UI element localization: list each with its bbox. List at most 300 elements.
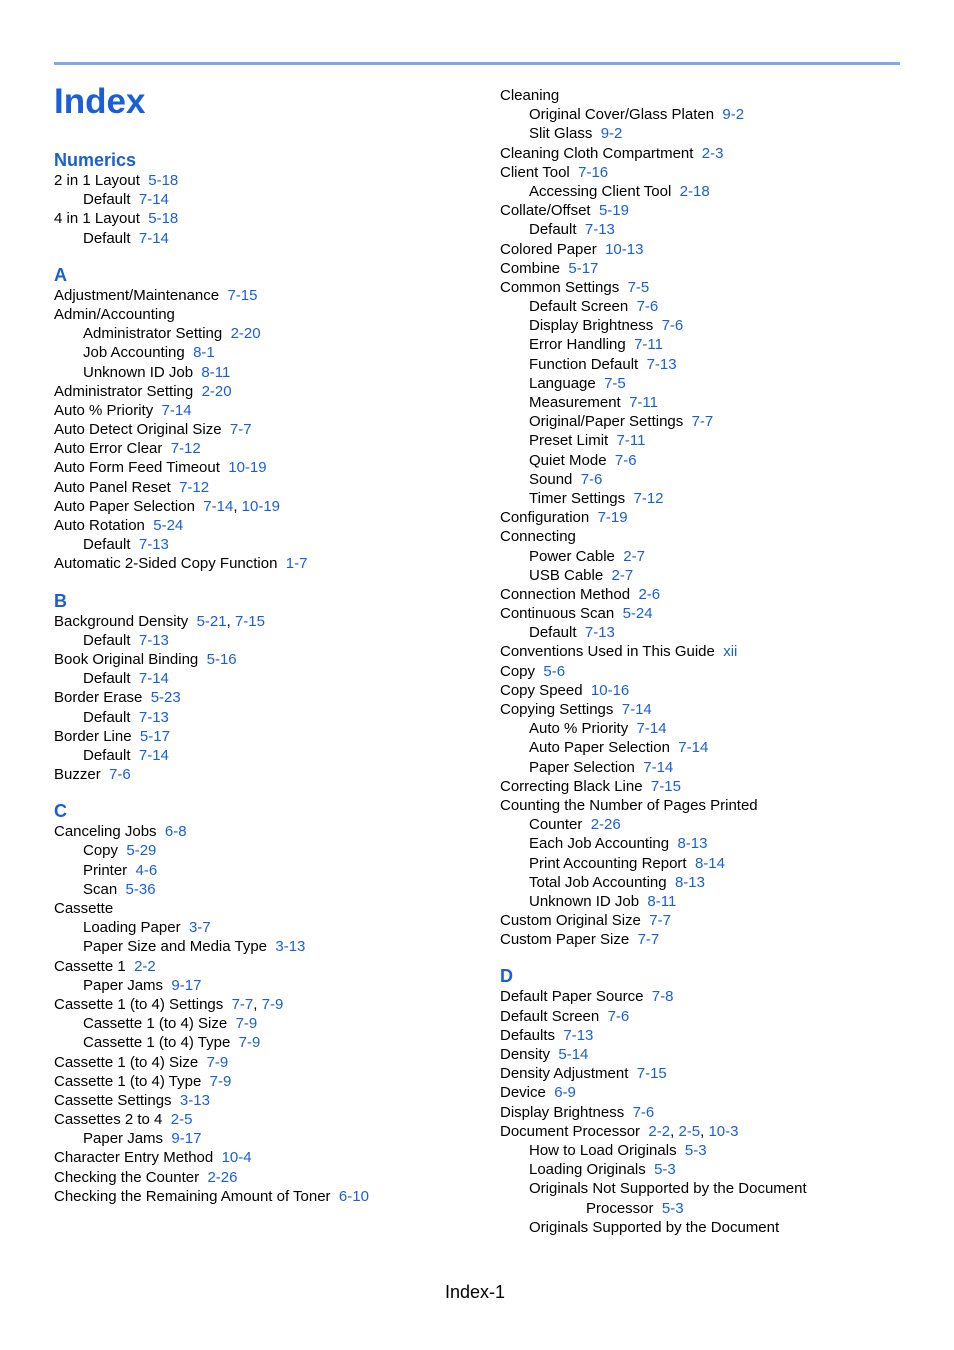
index-entry: [54, 1187, 474, 1206]
index-entry: [54, 343, 474, 362]
index-entry: [54, 420, 474, 439]
page-ref-link[interactable]: 7-7: [229, 421, 252, 439]
index-term: Buzzer: [54, 766, 101, 784]
index-term: Job Accounting: [83, 344, 185, 362]
page-ref-link[interactable]: 7-6: [109, 766, 131, 784]
index-entry: [54, 669, 474, 688]
index-entry: [54, 554, 474, 573]
page-ref-link[interactable]: 10-19: [241, 497, 281, 515]
page-ref-link[interactable]: 10-16: [590, 681, 630, 699]
index-entry: [54, 746, 474, 765]
index-term: Print Accounting Report: [529, 854, 687, 872]
index-term: Default: [529, 221, 577, 239]
page-ref-link[interactable]: 5-14: [558, 1046, 589, 1063]
index-entry: [500, 892, 920, 911]
page-ref-link[interactable]: 7-11: [629, 394, 658, 411]
page-ref-link[interactable]: 7-6: [661, 317, 684, 335]
page-ref-link[interactable]: 7-7: [649, 912, 671, 930]
page-ref-link[interactable]: 7-13: [563, 1026, 594, 1044]
index-entry: [54, 1129, 474, 1148]
page-ref-link[interactable]: 7-14: [138, 191, 169, 209]
index-column-left: [54, 150, 474, 1206]
index-term: Collate/Offset: [500, 202, 591, 220]
index-term: Custom Original Size: [500, 912, 641, 930]
index-entry: [54, 861, 474, 880]
index-term: Display Brightness: [500, 1103, 625, 1121]
index-entry: [54, 305, 474, 324]
index-term: Auto Paper Selection: [529, 739, 670, 757]
index-term: How to Load Originals: [529, 1141, 677, 1159]
index-entry: Background Density 5-21, 7-15: [54, 612, 265, 630]
page-ref-link[interactable]: 7-14: [643, 758, 674, 776]
index-term: Default: [529, 624, 577, 642]
page-ref-link[interactable]: 10-4: [221, 1149, 252, 1167]
index-term: Cassette 1 (to 4) Settings: [54, 995, 224, 1013]
index-term: Continuous Scan: [500, 605, 615, 623]
page-ref-link[interactable]: 10-3: [708, 1122, 739, 1140]
page-ref-link[interactable]: 7-11: [634, 336, 663, 354]
page-ref-link[interactable]: 7-9: [206, 1053, 229, 1071]
page-ref-link[interactable]: 7-14: [138, 670, 169, 688]
index-entry: [500, 355, 920, 374]
index-term: Cleaning: [500, 87, 560, 104]
index-entry: [54, 822, 474, 841]
index-entry: [54, 190, 474, 209]
index-entry: [54, 229, 474, 248]
index-term: Default: [83, 191, 131, 209]
page-ref-link[interactable]: 5-24: [622, 605, 653, 623]
index-term: Paper Selection: [529, 758, 635, 776]
page-ref-link[interactable]: 2-2: [648, 1122, 671, 1140]
page-ref-link[interactable]: 7-14: [636, 720, 667, 738]
index-entry: [54, 209, 474, 228]
index-term: 2 in 1 Layout: [54, 172, 140, 189]
index-entry: [54, 976, 474, 995]
index-term: Measurement: [529, 394, 621, 411]
page-ref-link[interactable]: 7-9: [261, 995, 284, 1013]
page-ref-link[interactable]: 8-1: [193, 344, 215, 362]
index-term: Printer: [83, 861, 128, 879]
index-entry: [500, 259, 920, 278]
page-ref-link[interactable]: 2-7: [611, 566, 634, 584]
index-entry: [500, 1160, 920, 1179]
index-entry: [500, 777, 920, 796]
page-ref-link[interactable]: xii: [723, 643, 738, 661]
page-ref-link[interactable]: 5-17: [568, 259, 599, 277]
index-term: Density: [500, 1046, 551, 1063]
index-term: Default: [83, 631, 131, 649]
index-entry: [54, 841, 474, 860]
index-term: Configuration: [500, 509, 590, 527]
index-term: Preset Limit: [529, 432, 609, 450]
index-entry: [500, 642, 920, 661]
index-term: Correcting Black Line: [500, 777, 643, 795]
page-ref-link[interactable]: 6-10: [338, 1187, 369, 1205]
page-ref-link[interactable]: 7-19: [597, 509, 628, 527]
index-term: Administrator Setting: [83, 325, 223, 343]
index-term: Counting the Number of Pages Printed: [500, 796, 758, 814]
page-ref-link[interactable]: 5-19: [598, 202, 629, 220]
index-entry: [500, 1103, 920, 1122]
top-rule: [54, 62, 900, 65]
page-ref-link[interactable]: 7-13: [584, 221, 615, 239]
section-heading-c: C: [54, 801, 67, 822]
index-entry: [500, 335, 920, 354]
index-term: Paper Size and Media Type: [83, 938, 268, 956]
page-ref-link[interactable]: 9-17: [171, 976, 202, 994]
page-ref-link[interactable]: 3-7: [188, 919, 211, 937]
page-ref-link[interactable]: 5-36: [125, 880, 156, 898]
page-ref-link[interactable]: 3-13: [275, 938, 306, 956]
page-ref-link[interactable]: 6-9: [554, 1084, 576, 1102]
index-entry: [500, 1083, 920, 1102]
page-ref-link[interactable]: 9-2: [722, 106, 745, 124]
page-ref-link[interactable]: 5-29: [126, 842, 157, 860]
section-heading-a: A: [54, 264, 67, 285]
index-entry: [54, 688, 474, 707]
page-ref-link[interactable]: 7-13: [584, 624, 615, 642]
index-entry: [500, 182, 920, 201]
index-term: Each Job Accounting: [529, 835, 670, 853]
index-entry: [54, 324, 474, 343]
index-term: Administrator Setting: [54, 382, 194, 400]
index-entry: [500, 163, 920, 182]
index-term: Common Settings: [500, 278, 620, 296]
index-term: Cassette Settings: [54, 1091, 172, 1109]
page-ref-link[interactable]: 9-17: [171, 1130, 202, 1148]
index-term: Default Screen: [529, 298, 629, 316]
index-entry: [500, 124, 920, 143]
page-ref-link[interactable]: 7-9: [235, 1015, 258, 1033]
page-ref-link[interactable]: 2-26: [590, 816, 621, 834]
index-entry: [500, 796, 920, 815]
index-entry: [500, 566, 920, 585]
page-ref-link[interactable]: 7-14: [678, 739, 709, 757]
index-term: Auto Rotation: [54, 517, 145, 534]
page-ref-link[interactable]: 7-7: [231, 995, 254, 1013]
index-term: Auto Detect Original Size: [54, 421, 222, 439]
index-term: Cassette 1 (to 4) Size: [83, 1015, 228, 1033]
index-term: Cassettes 2 to 4: [54, 1111, 163, 1129]
page-ref-link[interactable]: 7-14: [203, 497, 234, 515]
index-entry: [500, 662, 920, 681]
index-term: Automatic 2-Sided Copy Function: [54, 555, 278, 573]
index-term: Default Screen: [500, 1007, 600, 1025]
index-entry: [500, 412, 920, 431]
index-term: Custom Paper Size: [500, 931, 630, 949]
index-entry: [54, 899, 474, 918]
page-ref-link[interactable]: 7-5: [627, 278, 650, 296]
index-entry: [54, 1091, 474, 1110]
page-ref-link[interactable]: 7-15: [636, 1065, 667, 1083]
page-ref-link[interactable]: 1-7: [285, 555, 308, 573]
index-term: Border Erase: [54, 689, 143, 707]
index-term: Copying Settings: [500, 701, 614, 718]
index-entry: [54, 1148, 474, 1167]
page-ref-link[interactable]: 5-21: [196, 612, 227, 630]
page-ref-link[interactable]: 5-18: [148, 172, 179, 189]
page-ref-link[interactable]: 5-16: [206, 650, 237, 668]
index-entry: [500, 719, 920, 738]
page-ref-link[interactable]: 7-6: [636, 298, 659, 316]
index-entry: [54, 171, 474, 190]
index-entry: [500, 1026, 920, 1045]
page-ref-link[interactable]: 7-13: [138, 708, 169, 726]
index-entry: [54, 631, 474, 650]
section-heading-numerics: Numerics: [54, 150, 137, 170]
page-ref-link[interactable]: 5-23: [150, 689, 181, 707]
index-term: Originals Not Supported by the Document: [529, 1180, 807, 1198]
index-term: Default Paper Source: [500, 988, 644, 1006]
page-ref-link[interactable]: 7-15: [234, 612, 265, 630]
page-ref-link[interactable]: 8-13: [677, 835, 708, 853]
index-entry: [500, 374, 920, 393]
index-entry: [54, 478, 474, 497]
page-ref-link[interactable]: 8-11: [201, 363, 231, 381]
page-ref-link[interactable]: 7-8: [651, 988, 674, 1006]
page-ref-link[interactable]: 7-12: [170, 440, 201, 458]
index-term: Unknown ID Job: [529, 892, 640, 910]
index-term: Slit Glass: [529, 125, 593, 143]
index-term: Original Cover/Glass Platen: [529, 106, 715, 124]
index-entry: Cassette 1 (to 4) Settings 7-7, 7-9: [54, 995, 284, 1013]
index-term: Connection Method: [500, 585, 631, 603]
index-term: Paper Jams: [83, 976, 164, 994]
page-ref-link[interactable]: 2-20: [230, 325, 261, 343]
index-term: Processor: [586, 1199, 654, 1217]
page-ref-link[interactable]: 5-18: [148, 210, 179, 228]
index-term: Checking the Remaining Amount of Toner: [54, 1187, 331, 1205]
page-ref-link[interactable]: 2-20: [201, 382, 232, 400]
index-entry: [54, 957, 474, 976]
index-entry: Auto Paper Selection 7-14, 10-19: [54, 497, 281, 515]
index-term: Display Brightness: [529, 317, 654, 335]
index-entry: [54, 880, 474, 899]
page-title: Index: [54, 82, 146, 121]
index-term: Auto Form Feed Timeout: [54, 459, 220, 477]
page-ref-link[interactable]: 2-5: [170, 1111, 193, 1129]
page-ref-link[interactable]: 7-12: [633, 489, 664, 507]
page-ref-link[interactable]: 5-24: [153, 517, 184, 534]
index-entry: [500, 470, 920, 489]
index-entry: [500, 604, 920, 623]
index-entry: [500, 489, 920, 508]
page-ref-link[interactable]: 7-15: [650, 777, 681, 795]
index-entry: [54, 937, 474, 956]
page-ref-link[interactable]: 2-5: [678, 1122, 701, 1140]
page-ref-link[interactable]: 7-6: [614, 451, 637, 469]
index-term: 4 in 1 Layout: [54, 210, 140, 228]
page-ref-link[interactable]: 10-19: [228, 459, 267, 477]
index-entry: [54, 1014, 474, 1033]
page-ref-link[interactable]: 7-6: [580, 470, 603, 488]
index-term: Auto % Priority: [54, 401, 154, 419]
index-entry: [500, 1141, 920, 1160]
index-term: Background Density: [54, 612, 189, 630]
page-ref-link[interactable]: 7-13: [138, 536, 169, 554]
index-term: USB Cable: [529, 566, 604, 584]
page-ref-link[interactable]: 7-14: [138, 229, 169, 247]
index-term: Original/Paper Settings: [529, 413, 684, 431]
page-ref-link[interactable]: 7-11: [616, 432, 646, 450]
index-entry: [500, 86, 920, 105]
index-entry: [500, 623, 920, 642]
page-ref-link[interactable]: 8-14: [694, 854, 725, 872]
index-term: Document Processor: [500, 1122, 641, 1140]
index-term: Default: [83, 536, 131, 554]
index-entry: [54, 382, 474, 401]
index-entry: [500, 1179, 920, 1198]
page-ref-link[interactable]: 4-6: [135, 861, 158, 879]
section-heading-b: B: [54, 590, 67, 611]
index-entry: [500, 987, 920, 1006]
index-entry: [54, 286, 474, 305]
index-entry: [500, 700, 920, 719]
index-term: Power Cable: [529, 547, 615, 565]
page-ref-link[interactable]: 7-14: [161, 401, 192, 419]
index-term: Cassette 1 (to 4) Type: [83, 1034, 231, 1052]
index-term: Cassette 1 (to 4) Size: [54, 1053, 199, 1071]
page-ref-link[interactable]: 2-26: [207, 1168, 238, 1186]
index-entry: [500, 201, 920, 220]
page-ref-link[interactable]: 7-6: [632, 1103, 655, 1121]
index-term: Conventions Used in This Guide: [500, 643, 715, 661]
index-term: Defaults: [500, 1026, 556, 1044]
index-entry: [54, 918, 474, 937]
page-ref-link[interactable]: 7-7: [637, 931, 660, 949]
index-entry: [500, 316, 920, 335]
index-entry: [54, 401, 474, 420]
index-term: Canceling Jobs: [54, 823, 157, 841]
page-ref-link[interactable]: 2-2: [134, 957, 156, 975]
index-term: Cassette 1 (to 4) Type: [54, 1072, 202, 1090]
page-ref-link[interactable]: 2-7: [623, 547, 645, 565]
index-term: Copy: [500, 662, 536, 680]
index-term: Client Tool: [500, 163, 570, 181]
page-ref-link[interactable]: 8-13: [674, 873, 705, 891]
index-term: Border Line: [54, 727, 132, 745]
page-ref-link[interactable]: 2-6: [638, 585, 661, 603]
page-ref-link[interactable]: 7-14: [621, 701, 652, 718]
page-ref-link[interactable]: 7-16: [578, 163, 609, 181]
index-column-right: [500, 86, 920, 1237]
index-entry: [54, 650, 474, 669]
index-entry: [500, 815, 920, 834]
index-entry: [500, 431, 920, 450]
index-term: Auto Error Clear: [54, 440, 163, 458]
index-term: Scan: [83, 880, 118, 898]
index-term: Adjustment/Maintenance: [54, 286, 220, 304]
index-entry: [500, 1007, 920, 1026]
index-term: Auto Paper Selection: [54, 497, 195, 515]
index-term: Quiet Mode: [529, 451, 607, 469]
index-term: Auto % Priority: [529, 720, 629, 738]
page-ref-link[interactable]: 7-13: [138, 631, 169, 649]
page-ref-link[interactable]: 7-5: [604, 374, 626, 392]
index-entry: [54, 1053, 474, 1072]
index-term: Connecting: [500, 528, 576, 546]
index-term: Timer Settings: [529, 489, 626, 507]
page-ref-link[interactable]: 7-13: [646, 355, 677, 373]
index-entry: [54, 727, 474, 746]
section-heading-d: D: [500, 966, 513, 987]
page-ref-link[interactable]: 5-3: [661, 1199, 684, 1217]
index-entry: [500, 508, 920, 527]
index-term: Copy: [83, 842, 119, 860]
index-term: Combine: [500, 259, 561, 277]
page-ref-link[interactable]: 7-9: [209, 1072, 232, 1090]
index-entry: [500, 1064, 920, 1083]
page-ref-link[interactable]: 10-13: [605, 240, 644, 258]
page-ref-link[interactable]: 5-17: [139, 727, 170, 745]
index-term: Function Default: [529, 355, 639, 373]
index-entry: [500, 297, 920, 316]
index-entry: [54, 1033, 474, 1052]
page-ref-link[interactable]: 7-12: [179, 478, 210, 496]
index-term: Loading Originals: [529, 1161, 646, 1179]
page-number: Index-1: [445, 1282, 506, 1302]
page-ref-link[interactable]: 2-18: [679, 182, 710, 200]
page-ref-link[interactable]: 7-9: [238, 1034, 261, 1052]
page-ref-link[interactable]: 3-13: [179, 1091, 210, 1109]
page-ref-link[interactable]: 5-6: [543, 662, 566, 680]
index-entry: [500, 1045, 920, 1064]
index-entry: [500, 930, 920, 949]
page-ref-link[interactable]: 7-14: [138, 746, 169, 764]
index-entry: [500, 393, 920, 412]
page-ref-link[interactable]: 8-11: [647, 892, 677, 910]
index-term: Checking the Counter: [54, 1168, 200, 1186]
page-ref-link[interactable]: 7-15: [227, 286, 258, 304]
index-term: Accessing Client Tool: [529, 182, 672, 200]
index-entry: [54, 458, 474, 477]
index-term: Character Entry Method: [54, 1149, 214, 1167]
index-entry: [500, 144, 920, 163]
index-term: Default: [83, 746, 131, 764]
page-ref-link[interactable]: 7-6: [607, 1007, 630, 1025]
index-term: Loading Paper: [83, 919, 181, 937]
page-ref-link[interactable]: 5-3: [684, 1141, 707, 1159]
index-entry: [500, 1199, 920, 1218]
index-term: Cassette: [54, 900, 114, 917]
index-term: Cassette 1: [54, 957, 126, 975]
page-ref-link[interactable]: 9-2: [600, 125, 623, 143]
index-term: Copy Speed: [500, 681, 583, 699]
index-term: Default: [83, 708, 131, 726]
page-ref-link[interactable]: 7-7: [691, 413, 714, 431]
index-term: Paper Jams: [83, 1130, 164, 1148]
page-ref-link[interactable]: 5-3: [654, 1161, 676, 1179]
index-entry: [54, 439, 474, 458]
page-ref-link[interactable]: 2-3: [701, 144, 724, 162]
index-entry: [500, 738, 920, 757]
index-term: Originals Supported by the Document: [529, 1218, 780, 1236]
index-term: Device: [500, 1084, 546, 1102]
index-term: Default: [83, 670, 131, 688]
index-entry: [54, 1110, 474, 1129]
index-term: Sound: [529, 470, 573, 488]
index-term: Counter: [529, 816, 583, 834]
index-entry: [54, 765, 474, 784]
index-entry: [500, 527, 920, 546]
index-entry: Document Processor 2-2, 2-5, 10-3: [500, 1122, 739, 1140]
index-entry: [500, 451, 920, 470]
index-entry: [500, 758, 920, 777]
index-term: Unknown ID Job: [83, 363, 194, 381]
index-entry: [500, 854, 920, 873]
page-ref-link[interactable]: 6-8: [164, 823, 187, 841]
index-entry: [54, 708, 474, 727]
